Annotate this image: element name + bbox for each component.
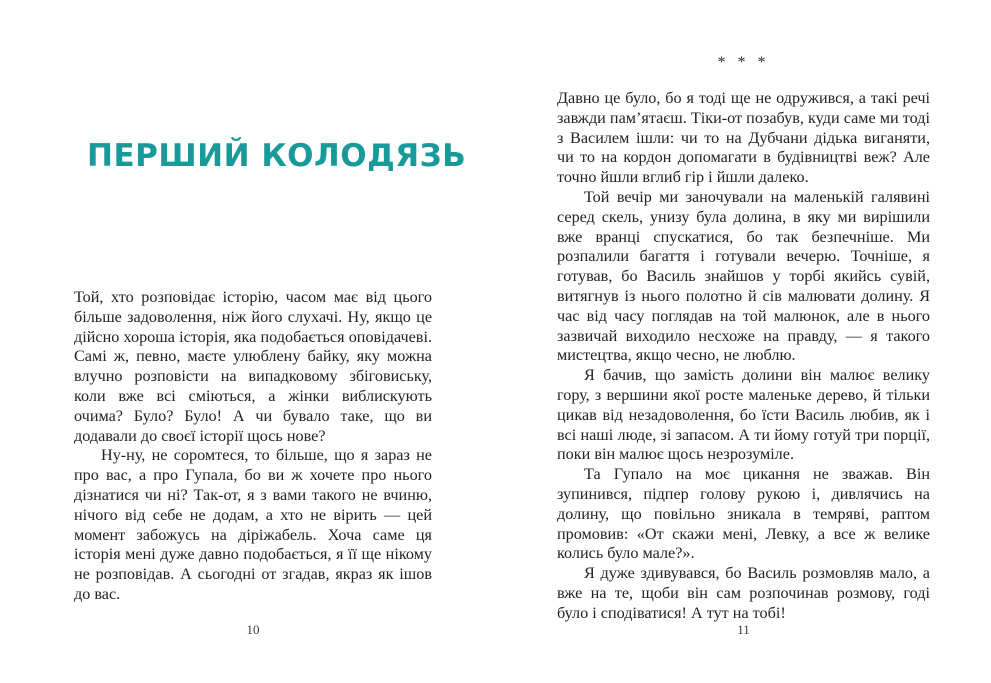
paragraph: Я бачив, що замість долини він малює велику гору, з вершини якої росте маленьке дерево, й тільки цикав від незадоволення, бо їсти Василь любив, як і всі наші люде, зі запасом. А ти йому готуй три порції, поки він малює щось незрозуміле.: [557, 366, 930, 464]
paragraph: Ну-ну, не соромтеся, то більше, що я зараз не про вас, а про Гупала, бо ви ж хочете про нього дізнатися чи ні? Так-от, я з вами такого не вчиню, нічого від себе не додам, а хто не вірить — цей момент забожусь на діріжабель. Хоча саме ця історія мені дуже давно подобається, я її ще нікому не розповідав. А сьогодні от згадав, якраз як ішов до вас.: [74, 446, 432, 603]
right-page-text: [557, 89, 930, 624]
chapter-title: ПЕРШИЙ КОЛОДЯЗЬ: [87, 138, 467, 174]
page-number: 10: [246, 622, 260, 637]
paragraph: Я дуже здивувався, бо Василь розмовляв мало, а вже на те, щоби він сам розпочинав розмову, годі було і сподіватися! А тут на тобі!: [557, 564, 930, 622]
left-page: [74, 0, 467, 683]
section-divider: * * *: [717, 54, 770, 71]
paragraph: Той, хто розповідає історію, часом має від цього більше задоволення, ніж його слухачі. Ну, якщо це дійсно хороша історія, яка подобається оповідачеві. Самі ж, певно, маєте улюблену байку, яку можна влучно розповісти на випадковому збіговиську, коли вже всі сміються, а жінки виблискують очима? Було? Було! А чи бувало таке, що ви додавали до своєї історії щось нове?: [74, 288, 432, 445]
right-page: [557, 0, 930, 683]
paragraph: Давно це було, бо я тоді ще не одружився, а такі речі завжди пам’ятаєш. Тіки-от позабув, куди саме ми тоді з Василем ішли: чи то на Дубчани дідька виганяти, чи то на кордон допомагати в будівництві веж? Але точно йшли вглиб гір і йшли далеко.: [557, 89, 930, 187]
page-number: 11: [737, 622, 750, 637]
paragraph: Та Гупало на моє цикання не зважав. Він зупинився, підпер голову рукою і, дивлячись на долину, що повільно зникала в темряві, раптом промовив: «От скажи мені, Левку, а все ж велике колись було мале?».: [557, 465, 930, 563]
left-page-text: [74, 288, 432, 605]
paragraph: Той вечір ми заночували на маленькій галявині серед скель, унизу була долина, в яку ми вирішили вже вранці спускатися, бо так безпечніше. Ми розпалили багаття і готували вечерю. Точніше, я готував, бо Василь знайшов у торбі якийсь сувій, витягнув із нього полотно й сів малювати долину. Я час від часу поглядав на той малюнок, але в нього зазвичай виходило несхоже на правду, — я такого мистецтва, якщо чесно, не люблю.: [557, 187, 930, 365]
